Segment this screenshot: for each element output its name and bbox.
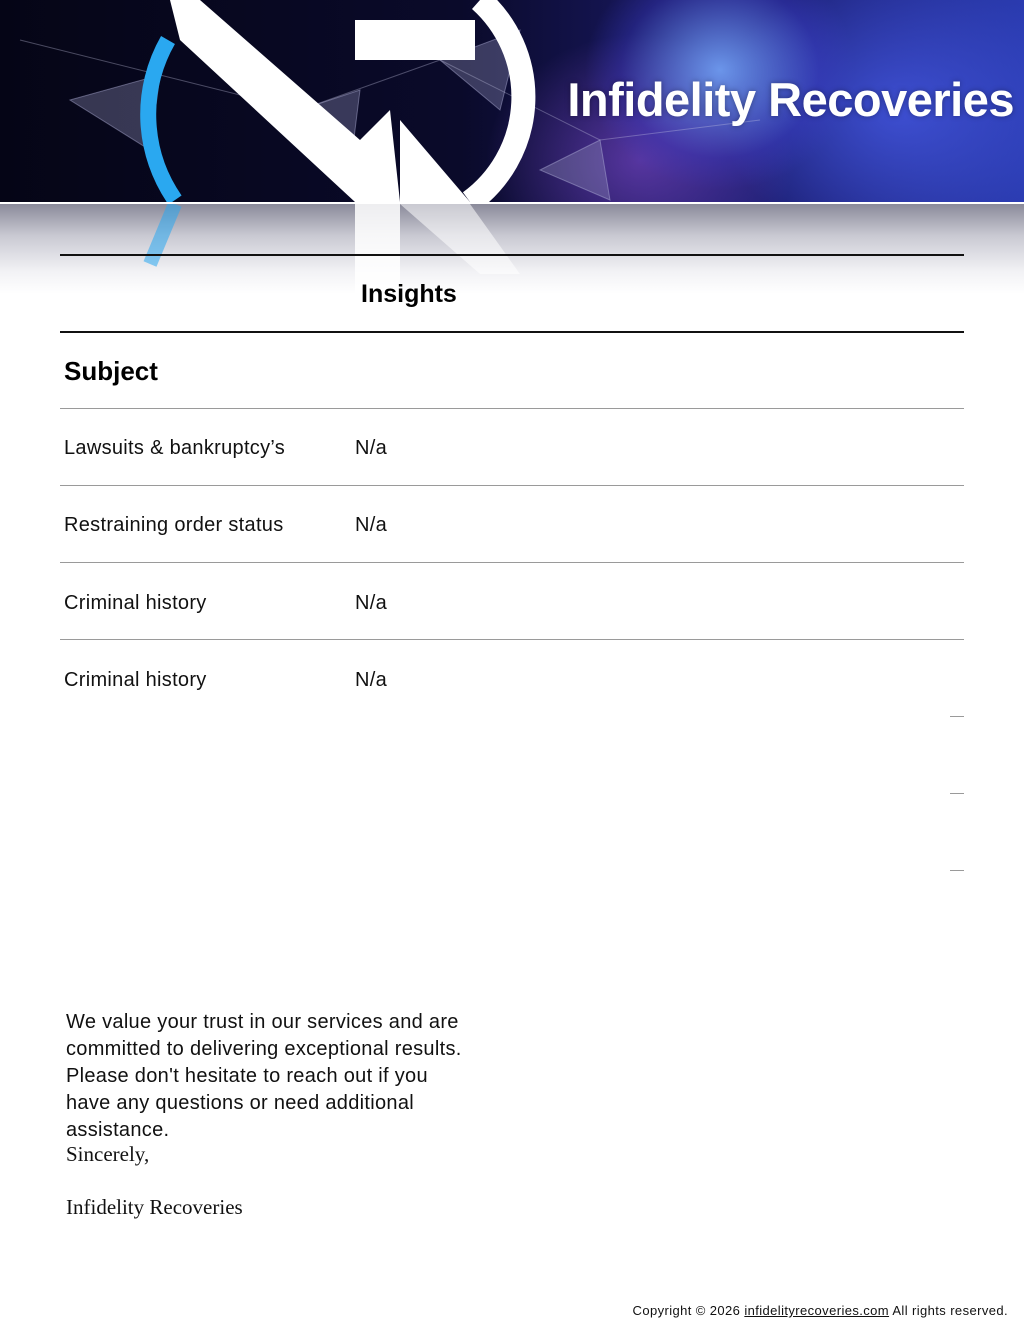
brand-title: Infidelity Recoveries — [567, 73, 1014, 126]
logo-reflection — [0, 204, 1024, 294]
subject-label: Subject — [64, 356, 158, 386]
table-row-label: Restraining order status — [64, 514, 284, 536]
closing-message: We value your trust in our services and are committed to delivering exceptional results. Please don't hesitate to reach out if you have any questions or need additional assistance. — [66, 1011, 462, 1141]
empty-row-marker — [950, 793, 964, 794]
copyright-footer — [633, 1303, 1008, 1318]
table-row-value: N/a — [355, 437, 388, 459]
table-row-label: Criminal history — [64, 592, 207, 614]
row-divider — [60, 408, 964, 409]
row-divider — [60, 639, 964, 640]
table-row-value: N/a — [355, 669, 388, 691]
table-row-label: Criminal history — [64, 669, 207, 691]
empty-row-marker — [950, 870, 964, 871]
heading-rule — [60, 331, 964, 333]
row-divider — [60, 485, 964, 486]
table-row-value: N/a — [355, 514, 388, 536]
copyright-prefix: Copyright © 2026 — [632, 1303, 741, 1318]
row-divider — [60, 562, 964, 563]
header-banner — [0, 0, 1024, 202]
insights-heading: Insights — [361, 280, 457, 308]
table-row-label: Lawsuits & bankruptcy’s — [64, 437, 286, 459]
table-top-rule — [60, 254, 964, 256]
copyright-suffix: All rights reserved. — [892, 1303, 1008, 1318]
website-link[interactable]: infidelityrecoveries.com — [744, 1303, 890, 1318]
table-row-value: N/a — [355, 592, 388, 614]
empty-row-marker — [950, 716, 964, 717]
salutation: Sincerely, — [66, 1142, 150, 1166]
banner-reflection — [0, 202, 1024, 294]
signature: Infidelity Recoveries — [66, 1195, 243, 1219]
